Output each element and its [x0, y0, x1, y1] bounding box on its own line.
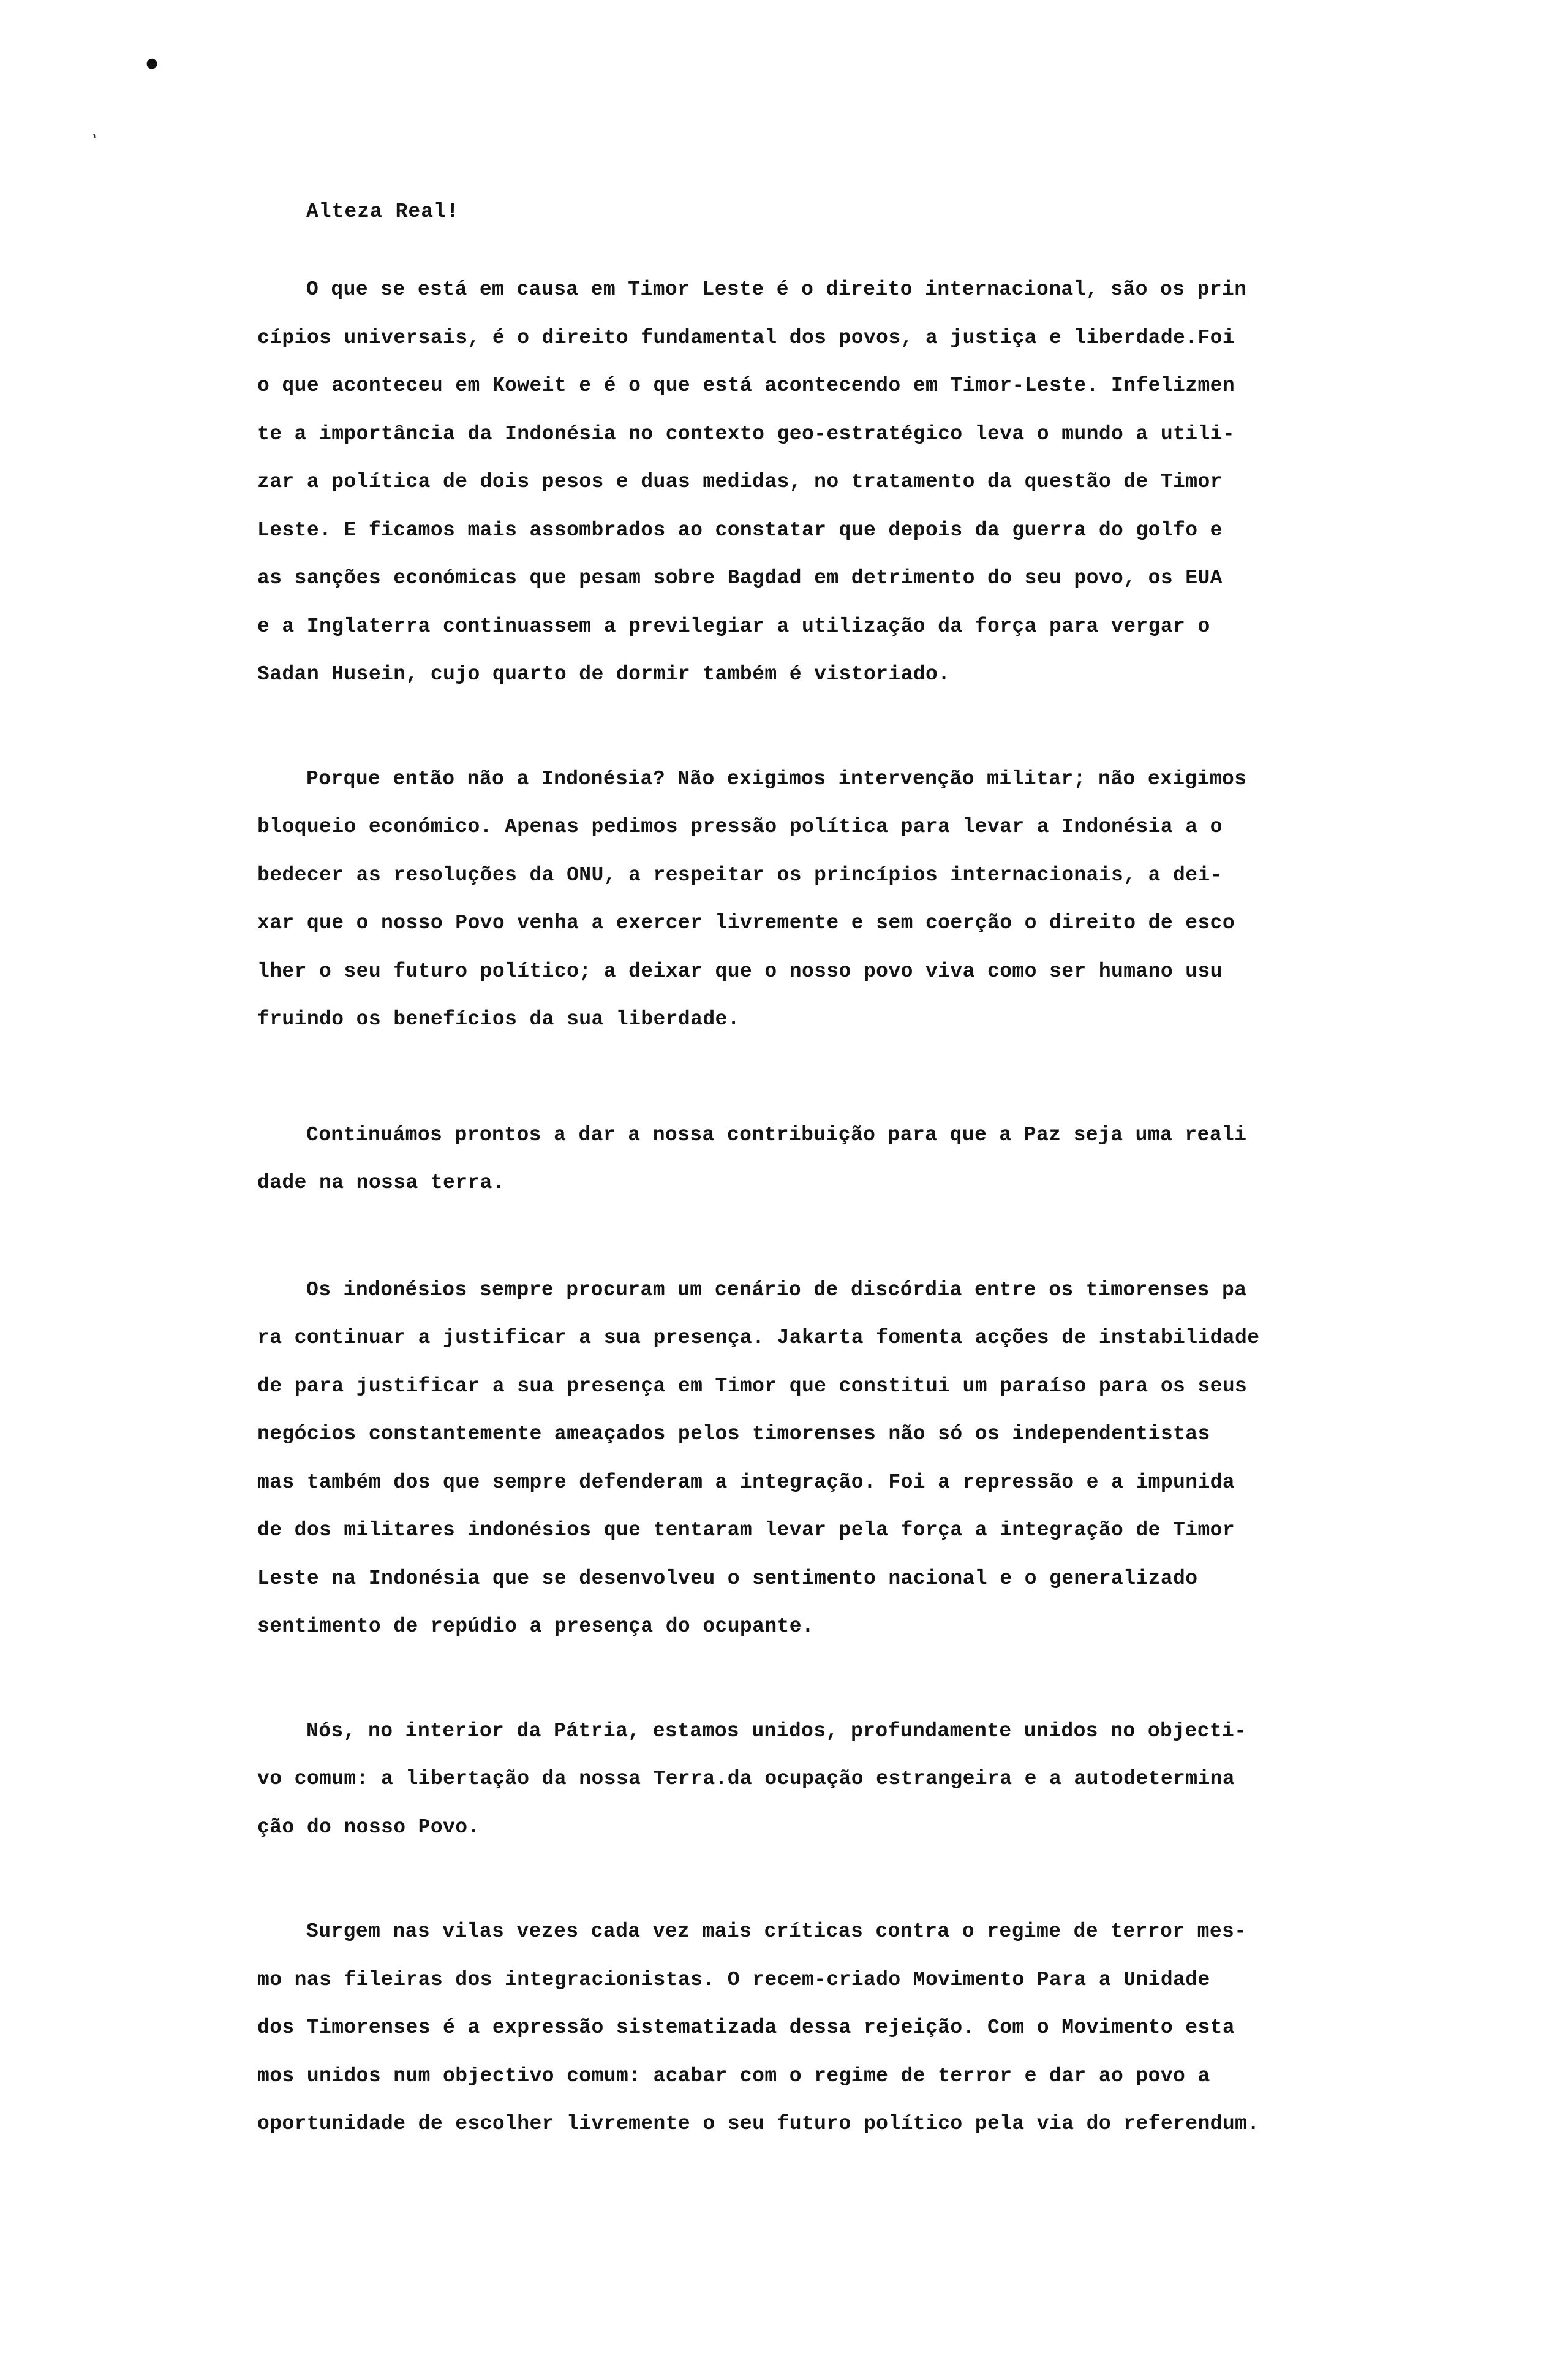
text-line: Nós, no interior da Pátria, estamos unidos, profundamente unidos no objecti-	[306, 1719, 1247, 1742]
text-line: dade na nossa terra.	[257, 1171, 505, 1194]
text-line: zar a política de dois pesos e duas medidas, no tratamento da questão de Timor	[257, 471, 1223, 493]
text-line: Porque então não a Indonésia? Não exigimos intervenção militar; não exigimos	[306, 767, 1247, 790]
letter-body	[257, 196, 1519, 2205]
text-line: Sadan Husein, cujo quarto de dormir também é vistoriado.	[257, 663, 951, 686]
text-line: dos Timorenses é a expressão sistematizada dessa rejeição. Com o Movimento esta	[257, 2016, 1235, 2039]
paragraph	[257, 1111, 1519, 1208]
text-line: e a Inglaterra continuassem a previlegiar a utilização da força para vergar o	[257, 614, 1210, 638]
text-line: Os indonésios sempre procuram um cenário de discórdia entre os timorenses pa	[306, 1278, 1247, 1301]
text-line: vo comum: a libertação da nossa Terra.da ocupação estrangeira e a autodetermina	[257, 1768, 1235, 1790]
text-line: O que se está em causa em Timor Leste é o direito internacional, são os prin	[306, 278, 1247, 301]
text-line: te a importância da Indonésia no contexto geo-estratégico leva o mundo a utili-	[257, 422, 1235, 445]
text-line: negócios constantemente ameaçados pelos timorenses não só os independentistas	[257, 1423, 1210, 1445]
paragraph	[257, 1908, 1519, 2149]
text-line: mas também dos que sempre defenderam a integração. Foi a repressão e a impunida	[257, 1470, 1235, 1494]
text-line: Leste na Indonésia que se desenvolveu o sentimento nacional e o generalizado	[257, 1567, 1198, 1590]
text-line: Leste. E ficamos mais assombrados ao constatar que depois da guerra do golfo e	[257, 518, 1223, 542]
ink-mark: ⸴	[86, 124, 100, 143]
text-line: de dos militares indonésios que tentaram levar pela força a integração de Timor	[257, 1519, 1235, 1541]
text-line: as sanções económicas que pesam sobre Bagdad em detrimento do seu povo, os EUA	[257, 567, 1223, 589]
text-line: sentimento de repúdio a presença do ocupante.	[257, 1615, 815, 1638]
text-line: Continuámos prontos a dar a nossa contribuição para que a Paz seja uma reali	[306, 1123, 1247, 1146]
paragraph	[257, 266, 1519, 699]
paragraph	[257, 1707, 1519, 1852]
text-line: o que aconteceu em Koweit e é o que está acontecendo em Timor-Leste. Infelizmen	[257, 374, 1235, 397]
paragraph	[257, 755, 1519, 1044]
salutation: Alteza Real!	[306, 200, 459, 223]
text-line: fruindo os benefícios da sua liberdade.	[257, 1008, 740, 1030]
text-line: xar que o nosso Povo venha a exercer livremente e sem coerção o direito de esco	[257, 912, 1235, 934]
text-line: lher o seu futuro político; a deixar que o nosso povo viva como ser humano usu	[257, 959, 1223, 983]
paragraph	[257, 1266, 1519, 1651]
text-line: ção do nosso Povo.	[257, 1815, 480, 1839]
text-line: cípios universais, é o direito fundamental dos povos, a justiça e liberdade.Foi	[257, 326, 1235, 349]
ink-mark: •	[137, 45, 167, 85]
text-line: bedecer as resoluções da ONU, a respeitar os princípios internacionais, a dei-	[257, 863, 1223, 887]
text-line: ra continuar a justificar a sua presença. Jakarta fomenta acções de instabilidade	[257, 1326, 1260, 1349]
text-line: bloqueio económico. Apenas pedimos pressão política para levar a Indonésia a o	[257, 815, 1223, 838]
text-line: mo nas fileiras dos integracionistas. O recem-criado Movimento Para a Unidade	[257, 1968, 1210, 1991]
paragraph-list	[257, 266, 1519, 2149]
text-line: mos unidos num objectivo comum: acabar com o regime de terror e dar ao povo a	[257, 2064, 1210, 2087]
text-line: Surgem nas vilas vezes cada vez mais críticas contra o regime de terror mes-	[306, 1920, 1247, 1943]
text-line: oportunidade de escolher livremente o seu futuro político pela via do referendum.	[257, 2112, 1260, 2135]
text-line: de para justificar a sua presença em Timor que constitui um paraíso para os seus	[257, 1374, 1248, 1397]
